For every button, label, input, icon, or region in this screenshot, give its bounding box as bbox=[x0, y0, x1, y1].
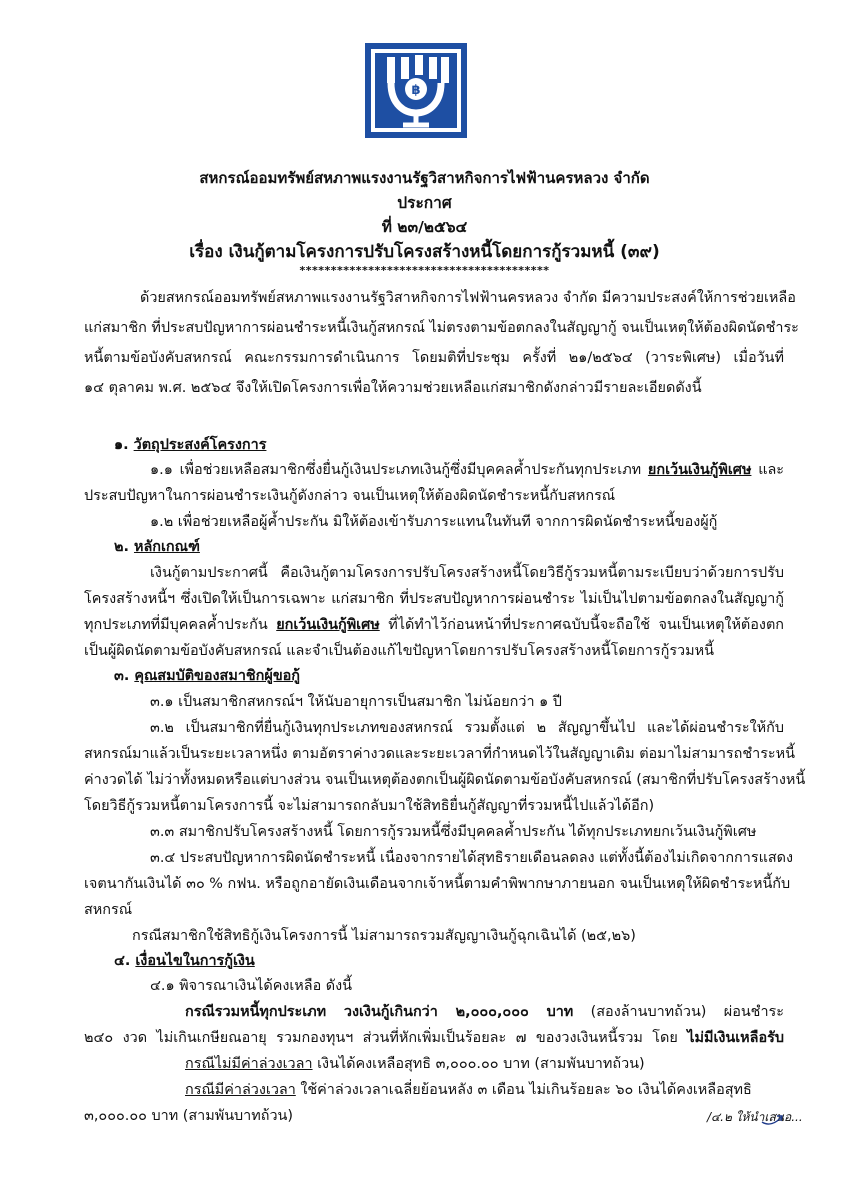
section-2-line-3-text: ทุกประเภทที่มีบุคคลค้ำประกัน bbox=[84, 617, 268, 633]
section-1-exception: ยกเว้นเงินกู้พิเศษ bbox=[647, 462, 752, 478]
intro-line-1: ด้วยสหกรณ์ออมทรัพย์สหภาพแรงงานรัฐวิสาหกิจการไฟฟ้านครหลวง จำกัด มีความประสงค์ให้การช่วยเหลือ bbox=[140, 290, 796, 306]
section-3-line-2: ๓.๒ เป็นสมาชิกที่ยื่นกู้เงินทุกประเภทของสหกรณ์ รวมตั้งแต่ ๒ สัญญาขึ้นไป และได้ผ่อนชำระให้กับ bbox=[150, 720, 784, 736]
section-3-title: คุณสมบัติของสมาชิกผู้ขอกู้ bbox=[134, 668, 301, 684]
section-4-line-6: ๓,๐๐๐.๐๐ บาท (สามพันบาทถ้วน) bbox=[84, 1108, 293, 1124]
section-3-number: ๓. bbox=[114, 668, 130, 684]
section-4-line-4 bbox=[185, 1054, 784, 1074]
section-2-number: ๒. bbox=[114, 539, 129, 555]
section-4-loan-case: กรณีรวมหนี้ทุกประเภท วงเงินกู้เกินกว่า ๒,๐๐๐,๐๐๐ บาท bbox=[185, 1004, 574, 1020]
section-1-heading bbox=[114, 435, 814, 455]
section-3-line-7: ๓.๔ ประสบปัญหาการผิดนัดชำระหนี้ เนื่องจากรายได้สุทธิรายเดือนลดลง แต่ทั้งนี้ต้องไม่เกิดจากการแสดง bbox=[150, 850, 794, 866]
section-4-title: เงื่อนไขในการกู้เงิน bbox=[135, 953, 255, 969]
section-3-line-9: สหกรณ์ bbox=[84, 902, 133, 918]
svg-text:฿: ฿ bbox=[411, 83, 421, 98]
organization-name: สหกรณ์ออมทรัพย์สหภาพแรงงานรัฐวิสาหกิจการไฟฟ้านครหลวง จำกัด bbox=[199, 169, 650, 187]
section-2-title: หลักเกณฑ์ bbox=[133, 539, 200, 555]
section-1-line-1-end: และ bbox=[758, 462, 785, 478]
section-2-line-3 bbox=[84, 615, 784, 635]
separator-stars: **************************************** bbox=[299, 264, 550, 277]
section-4-line-1: ๔.๑ พิจารณาเงินได้คงเหลือ ดังนี้ bbox=[150, 978, 353, 994]
intro-line-4: ๑๔ ตุลาคม พ.ศ. ๒๕๖๔ จึงให้เปิดโครงการเพื่อให้ความช่วยเหลือแก่สมาชิกดังกล่าวมีรายละเอียดดังนี้ bbox=[84, 380, 702, 396]
section-4-line-2 bbox=[185, 1002, 784, 1022]
section-2-line-1: เงินกู้ตามประกาศนี้ คือเงินกู้ตามโครงการปรับโครงสร้างหนี้โดยวิธีกู้รวมหนี้ตามระเบียบว่าด้วยการปรับ bbox=[150, 565, 784, 581]
section-1-line-1 bbox=[150, 460, 784, 480]
section-3-line-6: ๓.๓ สมาชิกปรับโครงสร้างหนี้ โดยการกู้รวมหนี้ซึ่งมีบุคคลค้ำประกัน ได้ทุกประเภทยกเว้นเงินกู้พิเศษ bbox=[150, 824, 757, 840]
section-4-no-overtime: กรณีไม่มีค่าล่วงเวลา bbox=[185, 1056, 313, 1072]
section-3-line-5: โดยวิธีกู้รวมหนี้ตามโครงการนี้ จะไม่สามารถกลับมาใช้สิทธิยื่นกู้สัญญาที่รวมหนี้ไปแล้วได้อีก) bbox=[84, 798, 655, 814]
announcement-title: ประกาศ bbox=[397, 194, 452, 212]
announcement-subject: เรื่อง เงินกู้ตามโครงการปรับโครงสร้างหนี้โดยการกู้รวมหนี้ (๓๙) bbox=[189, 242, 660, 262]
section-1-line-2: ประสบปัญหาในการผ่อนชำระเงินกู้ดังกล่าว จนเป็นเหตุให้ต้องผิดนัดชำระหนี้กับสหกรณ์ bbox=[84, 488, 616, 504]
section-4-no-remaining: ไม่มีเงินเหลือรับ bbox=[687, 1030, 784, 1046]
section-4-line-3 bbox=[84, 1028, 784, 1048]
section-4-loan-case-rest: (สองล้านบาทถ้วน) ผ่อนชำระ bbox=[590, 1004, 784, 1020]
section-4-line-3-text: ๒๔๐ งวด ไม่เกินเกษียณอายุ รวมกองทุนฯ ส่วนที่หักเพิ่มเป็นร้อยละ ๗ ของวงเงินหนี้รวม โดย bbox=[84, 1030, 678, 1046]
section-4-has-overtime: กรณีมีค่าล่วงเวลา bbox=[185, 1082, 296, 1098]
section-4-no-overtime-rest: เงินได้คงเหลือสุทธิ ๓,๐๐๐.๐๐ บาท (สามพันบาทถ้วน) bbox=[317, 1056, 645, 1072]
section-2-heading bbox=[114, 537, 814, 557]
announcement-number: ที่ ๒๓/๒๕๖๔ bbox=[381, 218, 468, 236]
section-2-line-2: โครงสร้างหนี้ฯ ซึ่งเปิดให้เป็นการเฉพาะ แก่สมาชิก ที่ประสบปัญหาการผ่อนชำระ ไม่เป็นไปตามข้อตกลงในสัญญากู้ bbox=[84, 591, 784, 607]
intro-line-2: แก่สมาชิก ที่ประสบปัญหาการผ่อนชำระหนี้เงินกู้สหกรณ์ ไม่ตรงตามข้อตกลงในสัญญากู้ จนเป็นเหตุให้ต้องผิดนัดชำระ bbox=[84, 320, 799, 336]
section-2-line-3-end: ที่ได้ทำไว้ก่อนหน้าที่ประกาศฉบับนี้จะถือใช้ จนเป็นเหตุให้ต้องตก bbox=[388, 617, 785, 633]
section-3-line-3: สหกรณ์มาแล้วเป็นระยะเวลาหนึ่ง ตามอัตราค่างวดและระยะเวลาที่กำหนดไว้ในสัญญาเดิม ต่อมาไม่สามารถชำระหนี้ bbox=[84, 746, 795, 762]
section-1-line-3: ๑.๒ เพื่อช่วยเหลือผู้ค้ำประกัน มิให้ต้องเข้ารับภาระแทนในทันที จากการผิดนัดชำระหนี้ของผู้กู้ bbox=[150, 514, 718, 530]
section-2-line-4: เป็นผู้ผิดนัดตามข้อบังคับสหกรณ์ และจำเป็นต้องแก้ไขปัญหาโดยการปรับโครงสร้างหนี้โดยการกู้รวมหนี้ bbox=[84, 643, 714, 659]
handwritten-arrow-icon bbox=[760, 1112, 786, 1128]
section-3-line-8: เจตนากันเงินได้ ๓๐ % กฟน. หรือถูกอายัดเงินเดือนจากเจ้าหนี้ตามคำพิพากษาภายนอก จนเป็นเหตุให้ผิดชำระหนี้กับ bbox=[84, 876, 791, 892]
section-4-line-5 bbox=[185, 1080, 784, 1100]
section-1-line-1-text: ๑.๑ เพื่อช่วยเหลือสมาชิกซึ่งยื่นกู้เงินประเภทเงินกู้ซึ่งมีบุคคลค้ำประกันทุกประเภท bbox=[150, 462, 642, 478]
section-2-exception: ยกเว้นเงินกู้พิเศษ bbox=[276, 617, 380, 633]
section-1-title: วัตถุประสงค์โครงการ bbox=[133, 437, 267, 453]
section-3-heading bbox=[114, 666, 814, 686]
section-4-heading bbox=[114, 951, 814, 971]
section-1-number: ๑. bbox=[114, 437, 129, 453]
section-3-line-1: ๓.๑ เป็นสมาชิกสหกรณ์ฯ ให้นับอายุการเป็นสมาชิก ไม่น้อยกว่า ๑ ปี bbox=[150, 694, 562, 710]
section-3-note: กรณีสมาชิกใช้สิทธิกู้เงินโครงการนี้ ไม่สามารถรวมสัญญาเงินกู้ฉุกเฉินได้ (๒๕,๒๖) bbox=[132, 928, 636, 944]
section-3-line-4: ค่างวดได้ ไม่ว่าทั้งหมดหรือแต่บางส่วน จนเป็นเหตุต้องตกเป็นผู้ผิดนัดตามข้อบังคับสหกรณ์ (สมาชิกที่ปรับโครงสร้างหนี้ bbox=[84, 772, 806, 788]
continuation-note: /๔.๒ ให้นำเสนอ... bbox=[707, 1110, 803, 1124]
cooperative-logo-icon bbox=[365, 43, 467, 138]
section-4-has-overtime-rest: ใช้ค่าล่วงเวลาเฉลี่ยย้อนหลัง ๓ เดือน ไม่เกินร้อยละ ๖๐ เงินได้คงเหลือสุทธิ bbox=[300, 1082, 752, 1098]
intro-line-3: หนี้ตามข้อบังคับสหกรณ์ คณะกรรมการดำเนินการ โดยมติที่ประชุม ครั้งที่ ๒๑/๒๕๖๔ (วาระพิเศษ) เมื่อวันที่ bbox=[84, 350, 784, 366]
section-4-number: ๔. bbox=[114, 953, 131, 969]
